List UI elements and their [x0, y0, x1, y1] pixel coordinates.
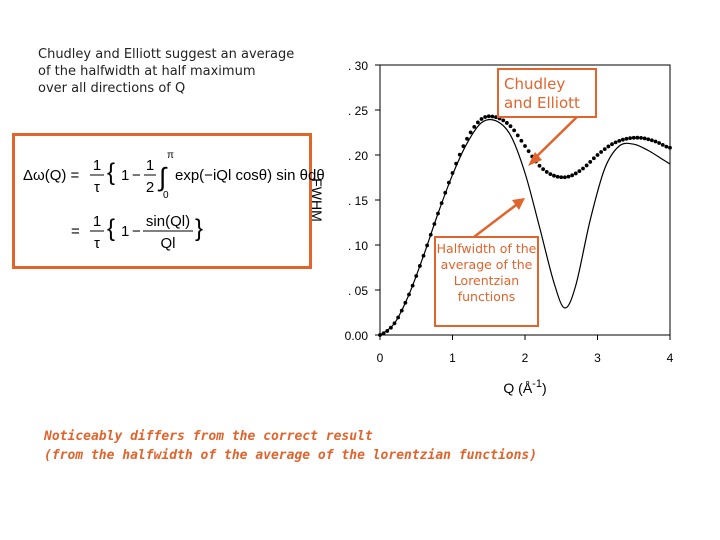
data-point: [628, 136, 632, 140]
data-point: [512, 128, 516, 132]
data-point: [407, 293, 411, 297]
data-point: [596, 153, 600, 157]
callout-arrow-halfwidth: [470, 202, 520, 240]
formula-half-den: 2: [145, 179, 155, 196]
data-point: [400, 309, 404, 313]
callout-arrow-chudley: [531, 112, 582, 162]
data-point: [599, 150, 603, 154]
formula-frac-den: τ: [94, 179, 100, 196]
callout-chudley: Chudley and Elliott: [497, 68, 597, 118]
data-point: [490, 115, 494, 119]
data-point: [625, 137, 629, 141]
x-tick-label: 3: [594, 351, 601, 365]
formula-half-num: 1: [145, 157, 155, 174]
svg-text:∫: ∫: [159, 162, 167, 192]
data-point: [545, 170, 549, 174]
y-tick-label: . 25: [347, 104, 368, 118]
data-point: [465, 137, 469, 141]
data-point: [668, 146, 672, 150]
formula-sin-den: Ql: [160, 235, 176, 252]
data-point: [483, 115, 487, 119]
data-point: [552, 174, 556, 178]
data-point: [556, 175, 560, 179]
data-point: [603, 147, 607, 151]
data-point: [657, 141, 661, 145]
data-point: [592, 156, 596, 160]
note-line-1: Noticeably differs from the correct result: [44, 429, 373, 444]
callout-arrowhead-halfwidth: [512, 198, 525, 210]
data-point: [396, 316, 400, 320]
y-tick-label: . 10: [347, 239, 368, 253]
data-point: [570, 173, 574, 177]
formula-frac2-num: 1: [92, 213, 102, 230]
data-point: [403, 301, 407, 305]
callout-halfwidth: Halfwidth of the average of the Lorentzian functions: [434, 236, 539, 327]
data-point: [418, 264, 422, 268]
data-point: [425, 244, 429, 248]
data-point: [574, 172, 578, 176]
intro-text: Chudley and Elliott suggest an average of the halfwidth at half maximum over all directions of Q: [38, 47, 295, 96]
data-point: [382, 331, 386, 335]
svg-text:{: {: [107, 159, 116, 186]
data-point: [385, 329, 389, 333]
formula-frac2-den: τ: [94, 235, 100, 252]
data-point: [610, 142, 614, 146]
data-point: [617, 139, 621, 143]
formula-integrand: exp(−iQl cosθ) sin θdθ: [175, 167, 325, 184]
data-point: [635, 136, 639, 140]
y-tick-label: 0.00: [344, 329, 368, 343]
data-point: [654, 140, 658, 144]
data-point: [505, 121, 509, 125]
x-tick-label: 4: [666, 351, 674, 365]
note: [44, 427, 537, 465]
data-point: [664, 145, 668, 149]
formula-frac-num: 1: [92, 157, 102, 174]
data-point: [585, 164, 589, 168]
x-tick-label: 0: [376, 351, 384, 365]
data-point: [577, 169, 581, 173]
note-line-2: (from the halfwidth of the average of the lorentzian functions): [44, 448, 538, 463]
data-point: [422, 254, 426, 258]
data-point: [646, 137, 650, 141]
formula-int-upper: π: [167, 150, 174, 161]
data-point: [429, 233, 433, 237]
data-point: [650, 138, 654, 142]
formula-one: 1: [121, 167, 130, 184]
data-point: [487, 114, 491, 118]
data-point: [432, 222, 436, 226]
data-point: [411, 284, 415, 288]
data-point: [447, 181, 451, 185]
data-point: [581, 167, 585, 171]
x-tick-label: 1: [449, 351, 456, 365]
y-tick-label: . 15: [347, 194, 368, 208]
data-point: [559, 175, 563, 179]
y-tick-label: . 20: [347, 149, 368, 163]
data-point: [469, 131, 473, 135]
data-point: [527, 149, 531, 153]
data-point: [639, 136, 643, 140]
data-point: [451, 171, 455, 175]
data-point: [541, 167, 545, 171]
y-tick-label: . 30: [347, 59, 368, 73]
data-point: [523, 144, 527, 148]
x-tick-label: 2: [521, 351, 529, 365]
data-point: [614, 140, 618, 144]
y-tick-label: . 05: [347, 284, 368, 298]
data-point: [443, 191, 447, 195]
data-point: [476, 120, 480, 124]
data-point: [509, 124, 513, 128]
data-point: [472, 125, 476, 129]
formula-int-lower: 0: [163, 190, 169, 201]
data-point: [661, 143, 665, 147]
data-point: [480, 117, 484, 121]
data-point: [588, 160, 592, 164]
data-point: [389, 326, 393, 330]
data-point: [501, 118, 505, 122]
data-point: [516, 134, 520, 138]
y-axis-label: FWHM: [309, 178, 325, 222]
formula-one-2: 1: [121, 223, 130, 240]
data-point: [567, 175, 571, 179]
data-point: [538, 164, 542, 168]
data-point: [519, 139, 523, 143]
data-point: [458, 153, 462, 157]
data-point: [414, 274, 418, 278]
data-point: [643, 137, 647, 141]
data-point: [563, 175, 567, 179]
data-point: [621, 138, 625, 142]
data-point: [461, 144, 465, 148]
svg-text:{: {: [107, 215, 116, 242]
x-axis-label: Q $(Å^{-1})$: [503, 378, 547, 396]
formula-minus-2: −: [132, 223, 141, 240]
formula-sin-num: sin(Ql): [145, 213, 191, 230]
formula-eq: =: [71, 223, 80, 240]
data-point: [606, 145, 610, 149]
formula-minus: −: [132, 167, 141, 184]
data-point: [548, 172, 552, 176]
svg-text:}: }: [195, 215, 204, 242]
data-point: [632, 136, 636, 140]
data-point: [454, 162, 458, 166]
data-point: [440, 201, 444, 205]
data-point: [393, 321, 397, 325]
data-point: [378, 333, 382, 337]
data-point: [436, 212, 440, 216]
formula-lhs: Δω(Q) =: [23, 167, 80, 184]
